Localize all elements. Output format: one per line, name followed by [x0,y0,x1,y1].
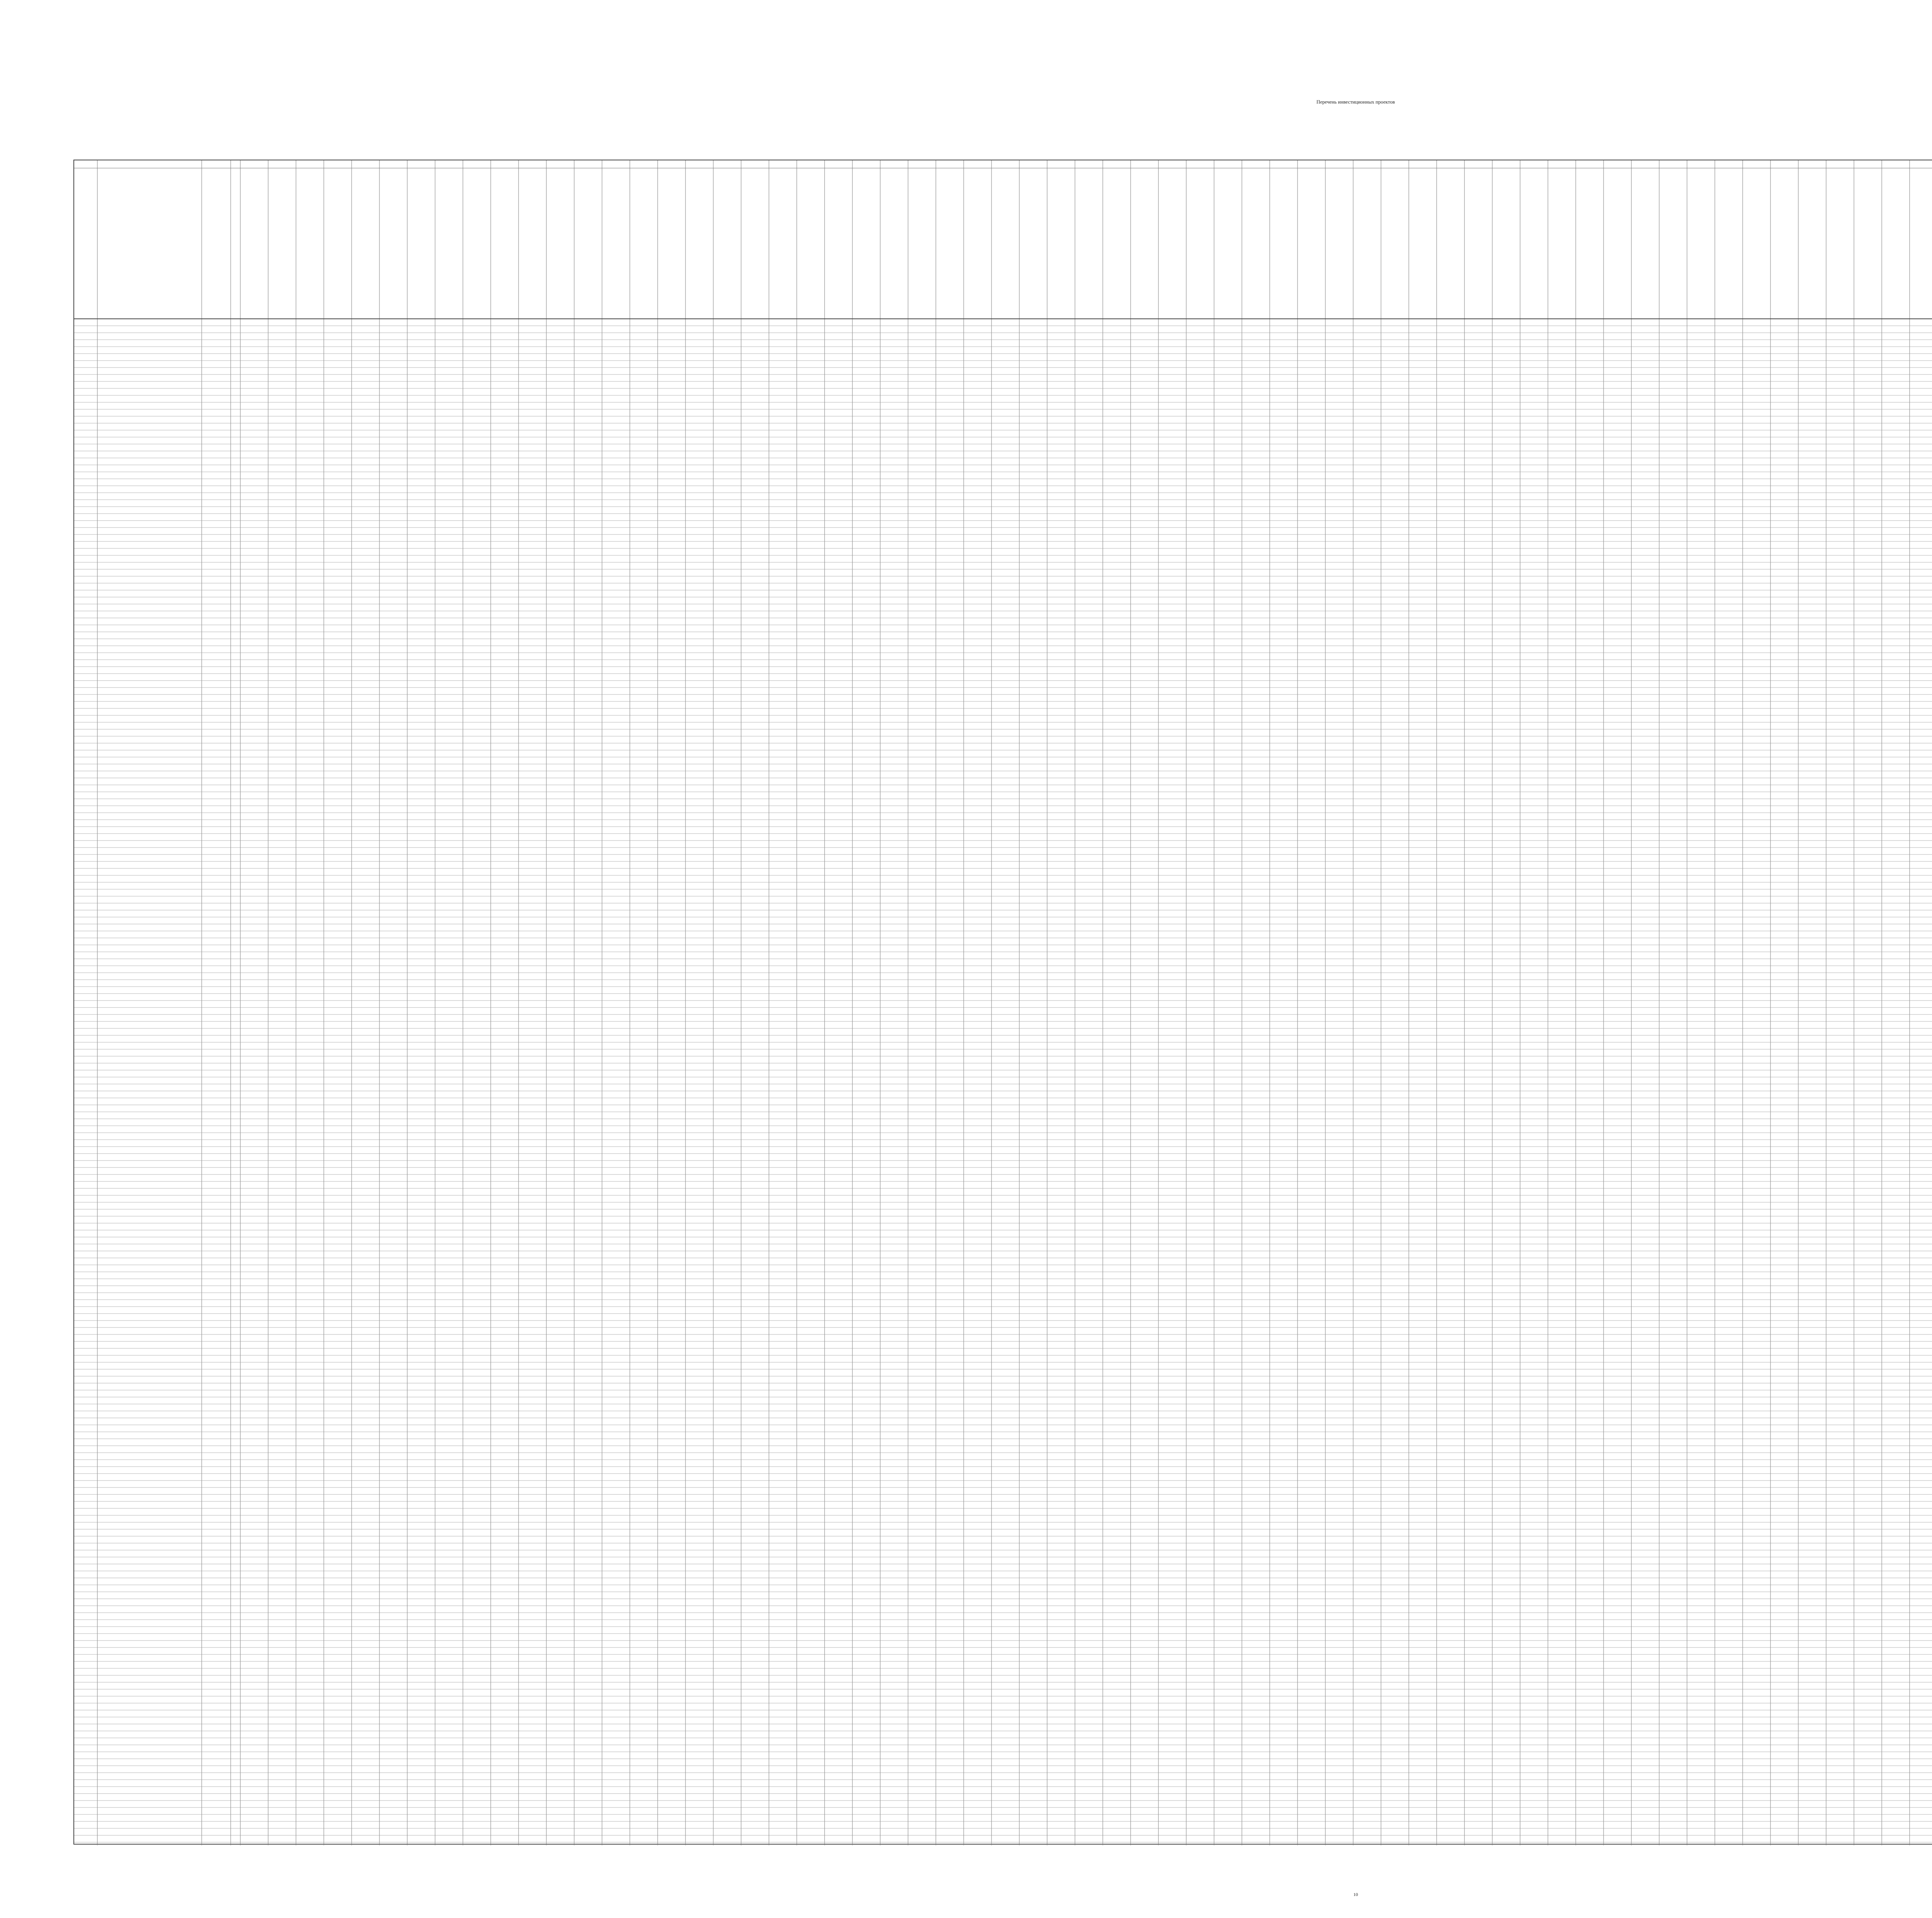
table-grid [74,160,1932,1845]
document-header [0,99,1932,105]
page-number: 10 [1353,1892,1358,1897]
investment-table [73,160,1932,1845]
document-title: Перечень инвестиционных проектов [1316,99,1395,105]
